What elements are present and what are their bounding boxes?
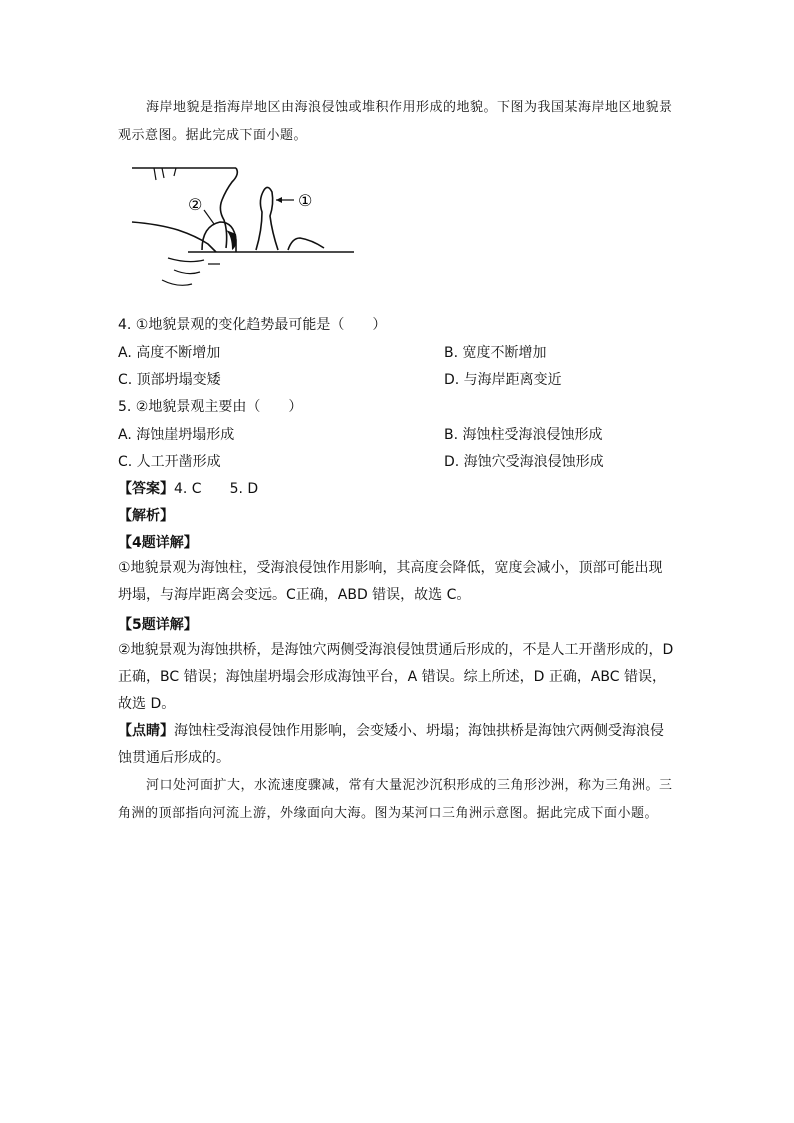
label-1: ① bbox=[298, 191, 313, 210]
q4-option-b: B. 宽度不断增加 bbox=[444, 345, 547, 361]
q5-option-c: C. 人工开凿形成 bbox=[118, 454, 221, 470]
answer-line bbox=[118, 478, 258, 498]
intro-passage-1: 海岸地貌是指海岸地区由海浪侵蚀或堆积作用形成的地貌。下图为我国某海岸地区地貌景观示意图。据此完成下面小题。 bbox=[118, 100, 673, 143]
coastal-landform-diagram bbox=[128, 160, 368, 295]
comment-text: 海蚀柱受海浪侵蚀作用影响，会变矮小、坍塌；海蚀拱桥是海蚀穴两侧受海浪侵蚀贯通后形成的。 bbox=[118, 723, 664, 766]
detail-5-text: ②地貌景观为海蚀拱桥，是海蚀穴两侧受海浪侵蚀贯通后形成的，不是人工开凿形成的，D 正确，BC 错误；海蚀崖坍塌会形成海蚀平台，A 错误。综上所述，D 正确，ABC 错误，故选 D。 bbox=[118, 642, 674, 712]
q4-option-d: D. 与海岸距离变近 bbox=[444, 372, 562, 388]
comment-tag: 【点睛】 bbox=[118, 723, 174, 739]
intro-passage-2: 河口处河面扩大，水流速度骤减，常有大量泥沙沉积形成的三角形沙洲，称为三角洲。三角洲的顶部指向河流上游，外缘面向大海。图为某河口三角洲示意图。据此完成下面小题。 bbox=[118, 778, 673, 821]
q5-option-d: D. 海蚀穴受海浪侵蚀形成 bbox=[444, 454, 604, 470]
comment-block bbox=[118, 718, 674, 772]
q4-option-a: A. 高度不断增加 bbox=[118, 345, 221, 361]
detail-4-tag: 【4题详解】 bbox=[118, 535, 198, 551]
answer-tag: 【答案】 bbox=[118, 481, 174, 497]
detail-5-tag: 【5题详解】 bbox=[118, 617, 198, 633]
label-2: ② bbox=[188, 195, 203, 214]
analysis-tag: 【解析】 bbox=[118, 508, 174, 524]
answer-text: 4. C 5. D bbox=[174, 481, 259, 497]
detail-4-text: ①地貌景观为海蚀柱，受海浪侵蚀作用影响，其高度会降低，宽度会减小，顶部可能出现坍塌，与海岸距离会变远。C正确，ABD 错误，故选 C。 bbox=[118, 560, 663, 603]
q5-option-a: A. 海蚀崖坍塌形成 bbox=[118, 427, 235, 443]
q5-option-b: B. 海蚀柱受海浪侵蚀形成 bbox=[444, 427, 603, 443]
question-4-stem: 4. ①地貌景观的变化趋势最可能是（ ） bbox=[118, 317, 387, 333]
q4-option-c: C. 顶部坍塌变矮 bbox=[118, 372, 221, 388]
question-5-stem: 5. ②地貌景观主要由（ ） bbox=[118, 399, 303, 415]
